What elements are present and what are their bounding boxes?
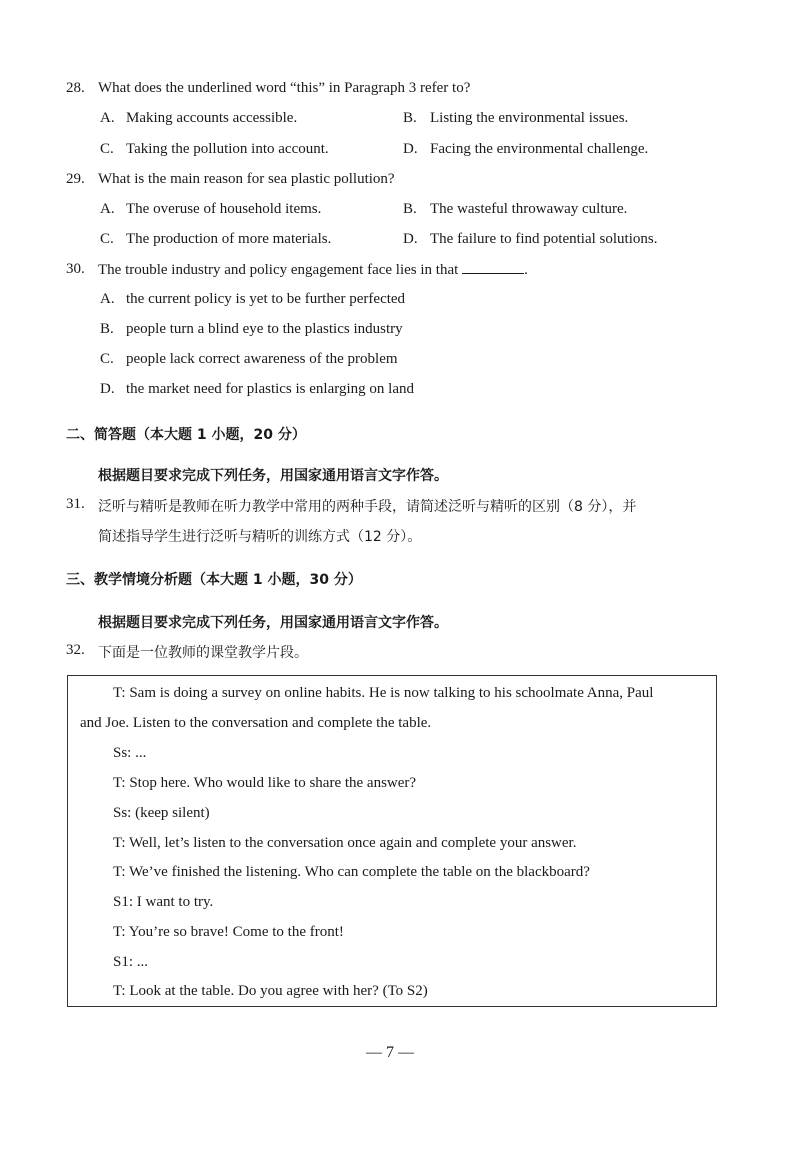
question-stem: The trouble industry and policy engagement face lies in that <box>98 262 459 278</box>
dialogue-line: S1: I want to try. <box>113 894 214 910</box>
question-31-line-2: 简述指导学生进行泛听与精听的训练方式（12 分）。 <box>98 529 422 545</box>
option-text: Making accounts accessible. <box>126 110 298 126</box>
question-stem: What does the underlined word “this” in Paragraph 3 refer to? <box>98 80 471 96</box>
option-text: the current policy is yet to be further perfected <box>126 291 406 307</box>
dialogue-line: Ss: ... <box>113 745 147 761</box>
answer-blank <box>462 261 524 274</box>
section-heading: 三、教学情境分析题（本大题 1 小题，30 分） <box>66 572 362 588</box>
option-text: people lack correct awareness of the problem <box>126 351 398 367</box>
option-text: The wasteful throwaway culture. <box>430 201 628 217</box>
option-letter: A. <box>100 201 115 217</box>
option-text: Listing the environmental issues. <box>430 110 629 126</box>
option-text: the market need for plastics is enlarging on land <box>126 381 414 397</box>
stem-period: . <box>524 262 528 278</box>
question-31-line-1: 泛听与精听是教师在听力教学中常用的两种手段，请简述泛听与精听的区别（8 分），并 <box>98 499 637 515</box>
option-letter: C. <box>100 231 114 247</box>
dialogue-line: T: Look at the table. Do you agree with her? (To S2) <box>113 983 428 999</box>
dialogue-line: Ss: (keep silent) <box>113 805 210 821</box>
option-text: The failure to find potential solutions. <box>430 231 658 247</box>
option-letter: C. <box>100 141 114 157</box>
section-instruction: 根据题目要求完成下列任务，用国家通用语言文字作答。 <box>98 615 448 631</box>
option-letter: B. <box>100 321 114 337</box>
option-text: The production of more materials. <box>126 231 332 247</box>
page-number: — 7 — <box>366 1044 414 1061</box>
question-number: 32. <box>66 642 85 658</box>
dialogue-line: and Joe. Listen to the conversation and complete the table. <box>80 715 432 731</box>
option-letter: C. <box>100 351 114 367</box>
option-letter: B. <box>403 110 417 126</box>
classroom-dialogue-box <box>67 675 717 1007</box>
question-number: 29. <box>66 171 85 187</box>
question-number: 30. <box>66 261 85 277</box>
option-letter: B. <box>403 201 417 217</box>
dialogue-line: S1: ... <box>113 954 149 970</box>
dialogue-line: T: Well, let’s listen to the conversation once again and complete your answer. <box>113 835 577 851</box>
question-number: 31. <box>66 496 85 512</box>
dialogue-line: T: Sam is doing a survey on online habits. He is now talking to his schoolmate Anna, Paul <box>113 685 654 701</box>
section-instruction: 根据题目要求完成下列任务，用国家通用语言文字作答。 <box>98 468 448 484</box>
option-letter: A. <box>100 110 115 126</box>
question-32-text: 下面是一位教师的课堂教学片段。 <box>98 645 308 661</box>
question-stem-wrapper <box>98 261 528 279</box>
option-letter: D. <box>403 231 418 247</box>
option-text: people turn a blind eye to the plastics industry <box>126 321 403 337</box>
question-number: 28. <box>66 80 85 96</box>
option-letter: D. <box>403 141 418 157</box>
option-text: The overuse of household items. <box>126 201 322 217</box>
option-letter: A. <box>100 291 115 307</box>
section-heading: 二、简答题（本大题 1 小题，20 分） <box>66 427 306 443</box>
option-text: Facing the environmental challenge. <box>430 141 649 157</box>
dialogue-line: T: Stop here. Who would like to share the answer? <box>113 775 417 791</box>
option-text: Taking the pollution into account. <box>126 141 329 157</box>
option-letter: D. <box>100 381 115 397</box>
dialogue-line: T: You’re so brave! Come to the front! <box>113 924 344 940</box>
question-stem: What is the main reason for sea plastic pollution? <box>98 171 395 187</box>
dialogue-line: T: We’ve finished the listening. Who can complete the table on the blackboard? <box>113 864 590 880</box>
